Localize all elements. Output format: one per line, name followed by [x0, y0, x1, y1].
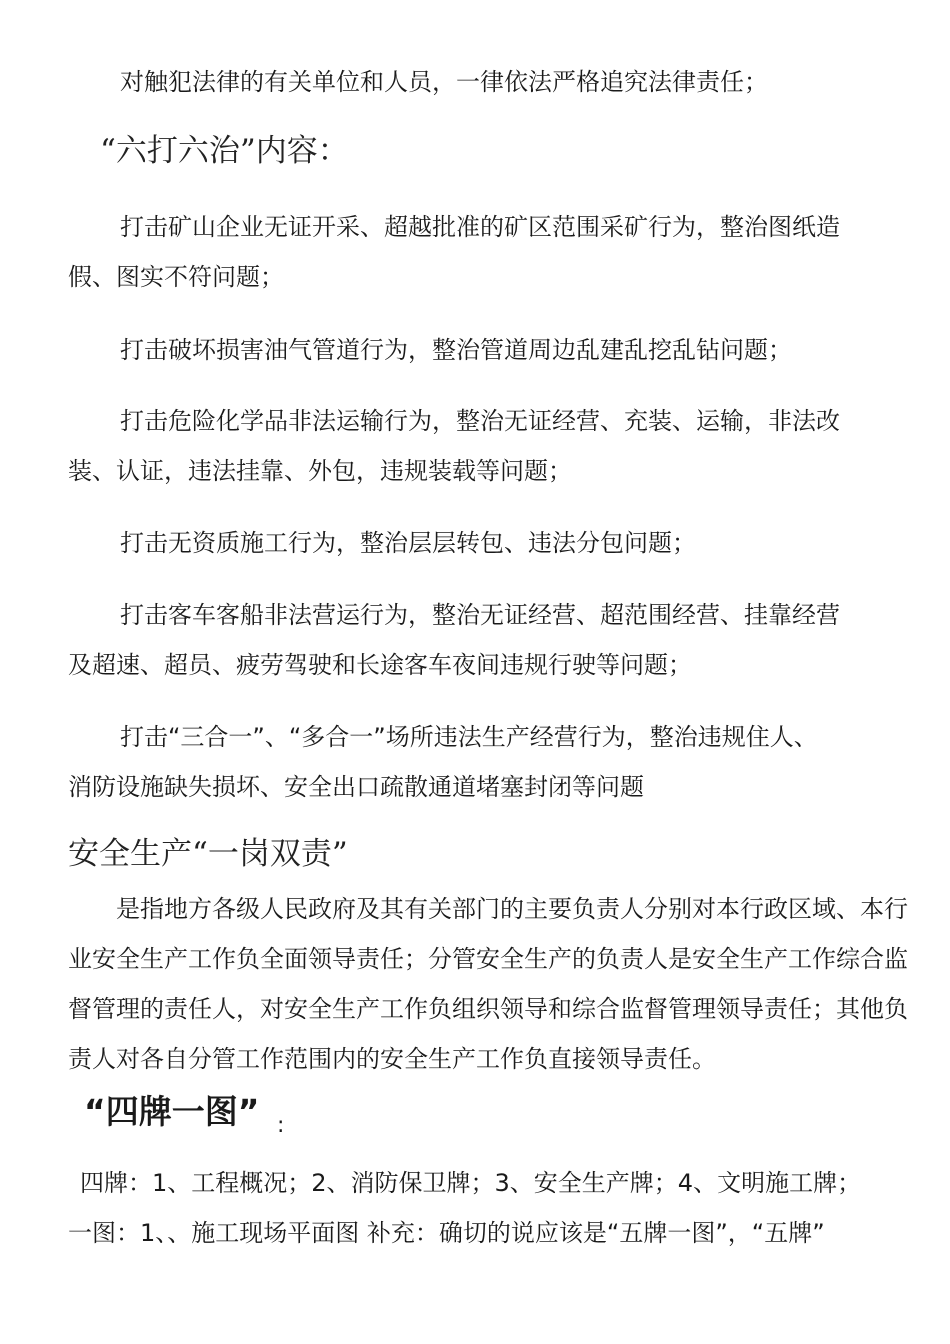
four-boards-line: 四牌：1、工程概况；2、消防保卫牌；3、安全生产牌；4、文明施工牌； — [80, 1169, 862, 1197]
safety-line-3: 督管理的责任人，对安全生产工作负组织领导和综合监督管理领导责任；其他负 — [68, 995, 908, 1023]
heading-four-boards-one-map: “四牌一图” — [84, 1092, 260, 1131]
heading-six-strikes: “六打六治”内容： — [100, 133, 349, 169]
item-6-line-2: 消防设施缺失损坏、安全出口疏散通道堵塞封闭等问题 — [68, 773, 644, 801]
heading-one-post-two-duties: 安全生产“一岗双责” — [68, 836, 348, 872]
item-3-line-2: 装、认证，违法挂靠、外包，违规装载等问题； — [68, 457, 572, 485]
one-map-line: 一图：1、、施工现场平面图 补充：确切的说应该是“五牌一图”，“五牌” — [68, 1219, 825, 1247]
item-5-line-1: 打击客车客船非法营运行为，整治无证经营、超范围经营、挂靠经营 — [120, 601, 840, 629]
heading-four-colon: : — [277, 1113, 285, 1138]
item-3-line-1: 打击危险化学品非法运输行为，整治无证经营、充装、运输，非法改 — [120, 407, 840, 435]
item-6-line-1: 打击“三合一”、“多合一”场所违法生产经营行为，整治违规住人、 — [120, 723, 818, 751]
item-4-line-1: 打击无资质施工行为，整治层层转包、违法分包问题； — [120, 529, 696, 557]
safety-line-4: 责人对各自分管工作范围内的安全生产工作负直接领导责任。 — [68, 1045, 716, 1073]
safety-line-2: 业安全生产工作负全面领导责任；分管安全生产的负责人是安全生产工作综合监 — [68, 945, 908, 973]
paragraph-legal-responsibility: 对触犯法律的有关单位和人员，一律依法严格追究法律责任； — [120, 68, 768, 96]
item-1-line-2: 假、图实不符问题； — [68, 263, 284, 291]
item-5-line-2: 及超速、超员、疲劳驾驶和长途客车夜间违规行驶等问题； — [68, 651, 692, 679]
item-2-line-1: 打击破坏损害油气管道行为，整治管道周边乱建乱挖乱钻问题； — [120, 336, 792, 364]
item-1-line-1: 打击矿山企业无证开采、超越批准的矿区范围采矿行为，整治图纸造 — [120, 213, 840, 241]
safety-line-1: 是指地方各级人民政府及其有关部门的主要负责人分别对本行政区域、本行 — [116, 895, 908, 923]
